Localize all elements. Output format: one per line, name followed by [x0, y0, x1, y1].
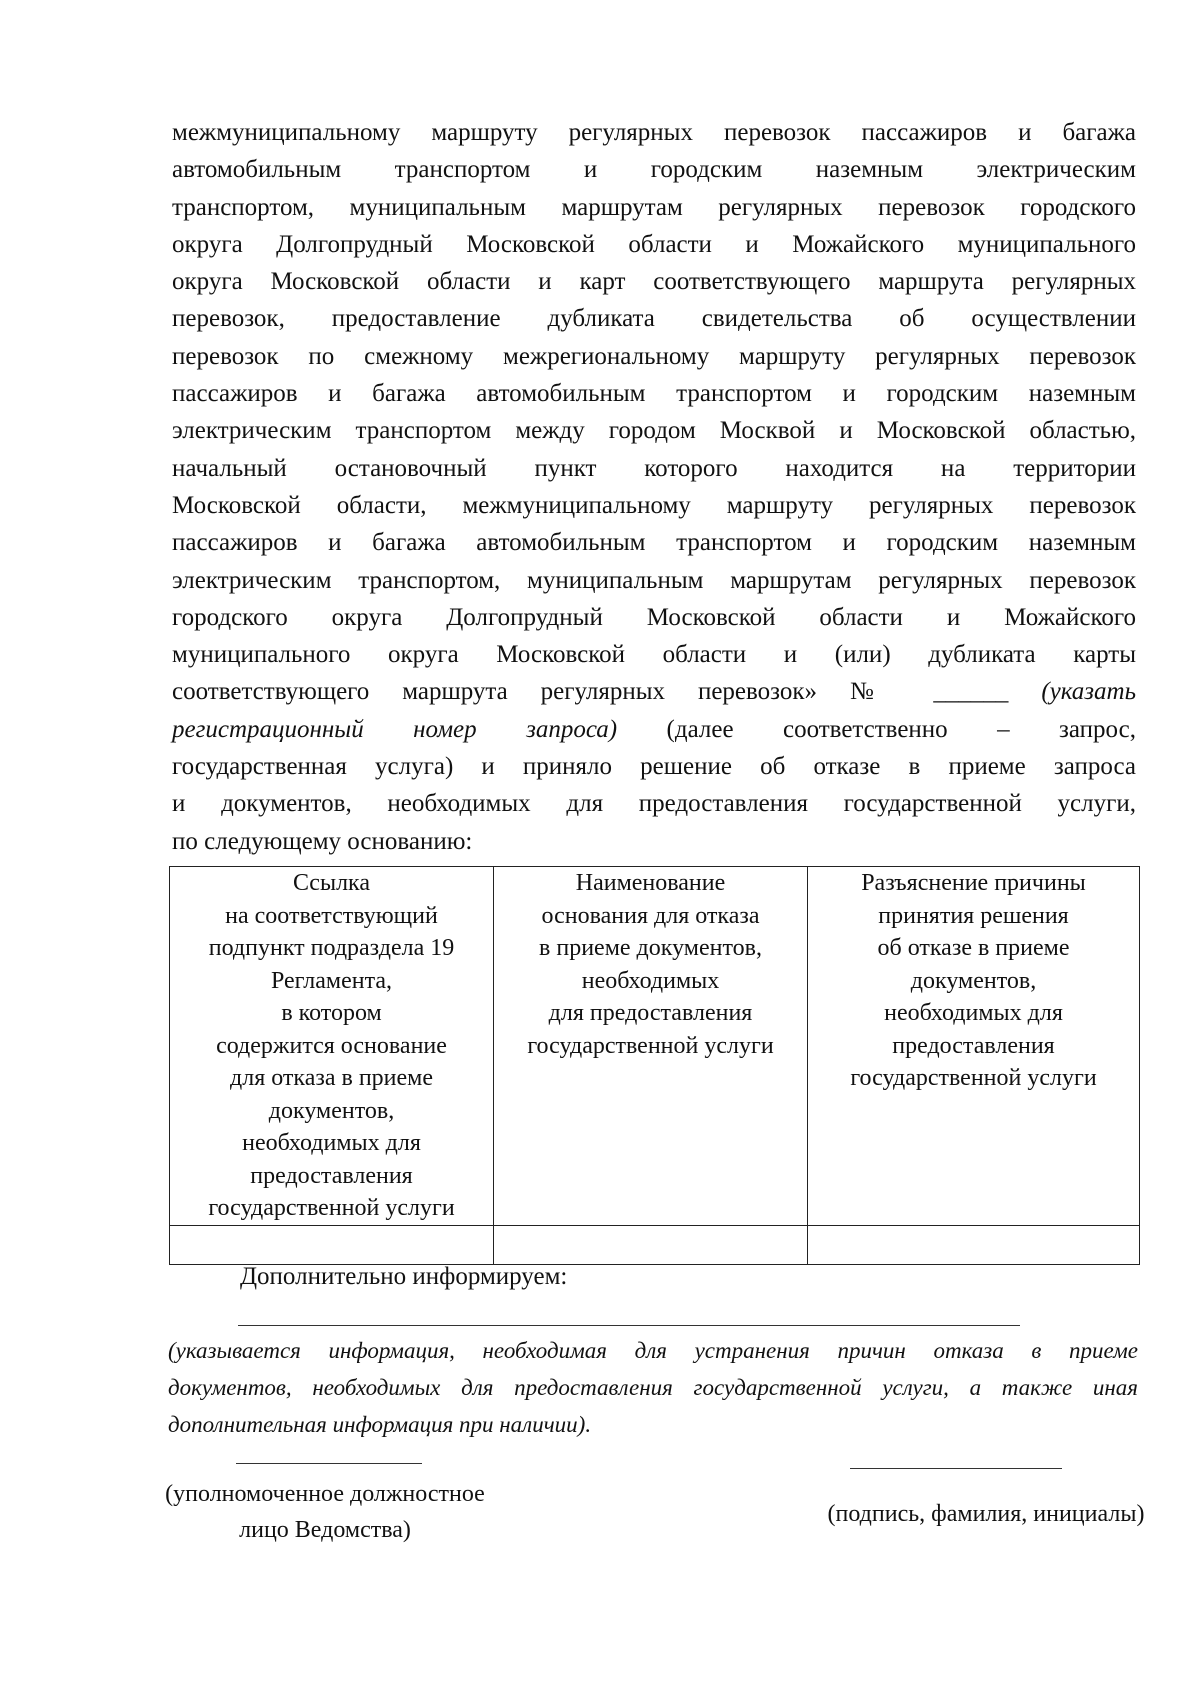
additional-info-hint	[168, 1332, 1138, 1443]
body-line: пассажиров и багажа автомобильным транспортом и городским наземным	[172, 529, 1136, 557]
hint-line: дополнительная информация при наличии).	[168, 1412, 592, 1437]
body-line: округа Долгопрудный Московской области и Можайского муниципального	[172, 230, 1136, 258]
body-line: муниципального округа Московской области и (или) дубликата карты	[172, 641, 1136, 669]
signature-caption: (подпись, фамилия, инициалы)	[827, 1501, 1145, 1527]
body-line: начальный остановочный пункт которого находится на территории	[172, 454, 1136, 482]
body-line-registration	[172, 711, 1136, 748]
table-header-reference: Ссылка на соответствующий подпункт подраздела 19 Регламента, в котором содержится основание для отказа в приеме документов, необходимых для предоставления государственной услуги	[170, 867, 494, 1226]
body-line: перевозок, предоставление дубликата свидетельства об осуществлении	[172, 305, 1136, 333]
hint-line: документов, необходимых для предоставления государственной услуги, а также иная	[168, 1375, 1138, 1400]
body-line: электрическим транспортом между городом Москвой и Московской областью,	[172, 417, 1136, 445]
table-header-explanation: Разъяснение причины принятия решения об отказе в приеме документов, необходимых для предоставления государственной услуги	[808, 867, 1140, 1226]
registration-hint: регистрационный номер запроса)	[172, 715, 618, 743]
body-line: электрическим транспортом, муниципальным маршрутам регулярных перевозок	[172, 566, 1136, 594]
refusal-body-text	[172, 114, 1136, 860]
body-line: пассажиров и багажа автомобильным транспортом и городским наземным	[172, 380, 1136, 408]
table-cell	[170, 1225, 494, 1264]
body-line: Московской области, межмуниципальному маршруту регулярных перевозок	[172, 491, 1136, 519]
body-line: по следующему основанию:	[172, 827, 473, 855]
official-signature-line	[236, 1463, 422, 1464]
hint-line: (указывается информация, необходимая для устранения причин отказа в приеме	[168, 1338, 1138, 1363]
body-line: государственная услуга) и приняло решение об отказе в приеме запроса	[172, 753, 1136, 781]
body-line: округа Московской области и карт соответствующего маршрута регулярных	[172, 268, 1136, 296]
table-cell	[494, 1225, 808, 1264]
official-caption: (уполномоченное должностное лицо Ведомства)	[165, 1481, 485, 1543]
signature-name-line	[850, 1468, 1062, 1469]
body-line: транспортом, муниципальным маршрутам регулярных перевозок городского	[172, 193, 1136, 221]
request-number-text: соответствующего маршрута регулярных перевозок» №	[172, 678, 901, 706]
body-line-request-number	[172, 673, 1136, 710]
registration-text: (далее соответственно – запрос,	[617, 715, 1137, 743]
additional-info-label: Дополнительно информируем:	[240, 1263, 568, 1290]
table-row	[170, 1225, 1140, 1264]
request-number-blank: ______	[933, 678, 1009, 706]
table-cell	[808, 1225, 1140, 1264]
body-line: межмуниципальному маршруту регулярных перевозок пассажиров и багажа	[172, 119, 1136, 146]
refusal-reasons-table	[169, 866, 1140, 1265]
additional-info-line	[238, 1325, 1020, 1326]
body-line: перевозок по смежному межрегиональному маршруту регулярных перевозок	[172, 342, 1136, 370]
body-line: и документов, необходимых для предоставления государственной услуги,	[172, 790, 1136, 818]
body-line: автомобильным транспортом и городским наземным электрическим	[172, 156, 1136, 184]
request-number-hint: (указать	[1041, 678, 1136, 706]
table-header-ground-name: Наименование основания для отказа в приеме документов, необходимых для предоставления государственной услуги	[494, 867, 808, 1226]
table-header-row	[170, 867, 1140, 1226]
body-line: городского округа Долгопрудный Московской области и Можайского	[172, 603, 1136, 631]
